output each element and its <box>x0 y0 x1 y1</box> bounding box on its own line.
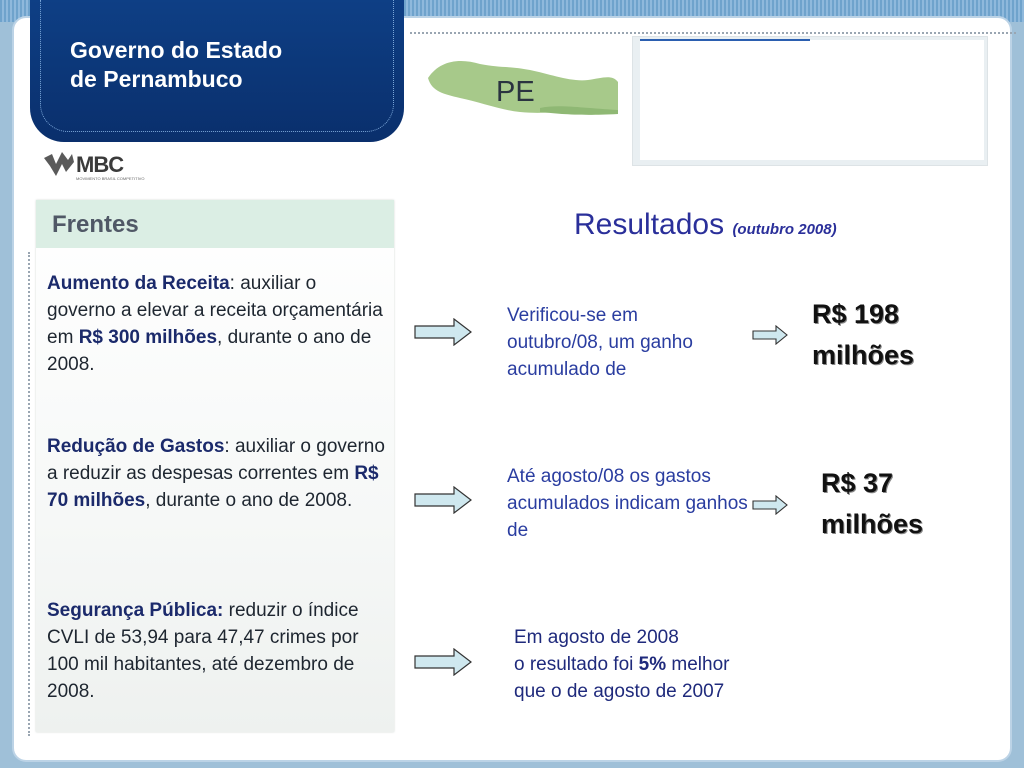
page-title: Governo do Estado de Pernambuco <box>70 37 283 92</box>
arrow-right-small-icon <box>752 495 788 515</box>
resultado-gastos-text: Até agosto/08 os gastos acumulados indicam ganhos de <box>507 466 748 541</box>
photo-accent-line <box>640 39 810 41</box>
resultado-gastos-value: R$ 37 milhões <box>821 468 924 539</box>
resultado-seguranca-text: Em agosto de 2008 o resultado foi 5% melhor que o de agosto de 2007 <box>514 627 730 702</box>
frente-item-gastos: Redução de Gastos: auxiliar o governo a reduzir as despesas correntes em R$ 70 milhões, durante o ano de 2008. <box>47 436 385 511</box>
resultados-title: Resultados (outubro 2008) <box>574 208 837 241</box>
frentes-title: Frentes <box>52 211 139 238</box>
resultado-receita-value: R$ 198 milhões <box>812 299 915 370</box>
arrow-right-small-icon <box>752 325 788 345</box>
left-divider <box>28 252 30 736</box>
arrow-right-icon <box>414 318 472 346</box>
arrow-right-icon <box>414 648 472 676</box>
map-label: PE <box>496 76 535 108</box>
logo-subtext: MOVIMENTO BRASIL COMPETITIVO <box>76 176 145 181</box>
arrow-right-icon <box>414 486 472 514</box>
frente-item-seguranca: Segurança Pública: reduzir o índice CVLI de 53,94 para 47,47 crimes por 100 mil habitantes, até dezembro de 2008. <box>47 600 359 702</box>
photo-placeholder <box>640 40 984 160</box>
frente-item-receita: Aumento da Receita: auxiliar o governo a elevar a receita orçamentária em R$ 300 milhões, durante o ano de 2008. <box>47 273 383 375</box>
resultado-receita-text: Verificou-se em outubro/08, um ganho acumulado de <box>507 305 693 380</box>
logo-text: MBC <box>76 152 124 177</box>
top-divider <box>410 32 1016 34</box>
